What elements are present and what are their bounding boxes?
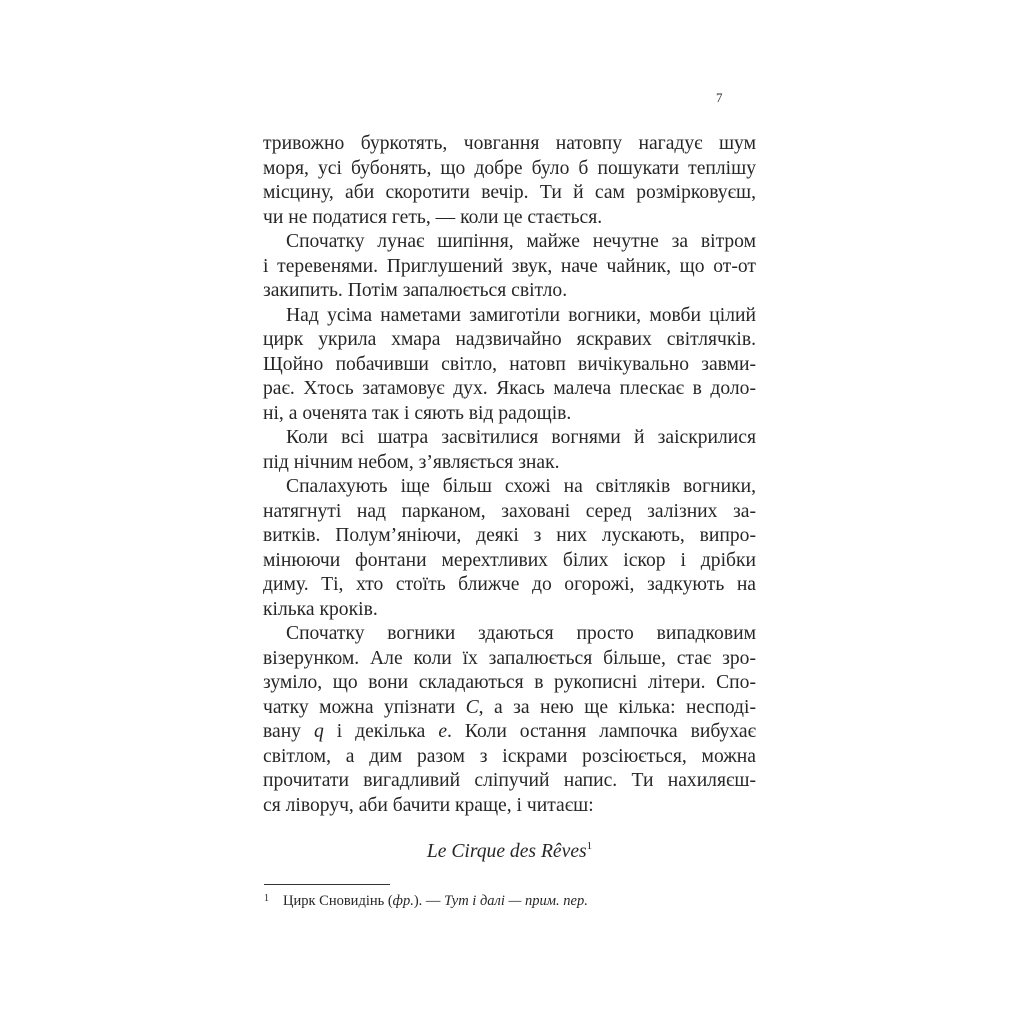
text-line: світлом, а дим разом з іскрами розсіюється, можна [263,745,756,767]
text-line: Спочатку лунає шипіння, майже нечутне за вітром [286,231,756,252]
text-line: прочитати вигадливий сліпучий напис. Ти нахиляєш- [263,770,756,791]
text-line: диму. Ті, хто стоїть ближче до огорожі, задкують на [263,574,756,595]
sign-title [263,840,756,863]
page-number: 7 [716,90,723,105]
text-line: Щойно побачивши світло, натовп вичікувально завми- [263,353,756,375]
text-line: закипить. Потім запалюється світло. [263,280,568,301]
text-line: чатку можна упізнати C, а за нею ще кілька: несподі- [263,696,756,718]
text-line: мінюючи фонтани мерехтливих білих іскор і дрібки [263,549,756,571]
text-line: зуміло, що вони складаються в рукописні літери. Спо- [263,672,756,693]
footnote-text-2: ). — [413,893,445,909]
footnote-italic-lang: фр. [392,893,414,909]
text-line: вану q і декілька e. Коли остання лампочка вибухає [263,721,756,742]
text-line: витків. Полум’яніючи, деякі з них лускають, випро- [263,525,756,546]
footnote-mark: 1 [264,893,269,904]
footnote-reference[interactable]: 1 [586,840,593,852]
text-line: тривожно буркотять, човгання натовпу нагадує шум [263,133,756,154]
text-line: моря, усі бубонять, що добре було б пошукати теплішу [263,157,756,179]
text-line: цирк укрила хмара надзвичайно яскравих світлячків. [263,329,756,350]
text-line: рає. Хтось затамовує дух. Якась малеча плескає в доло- [263,378,756,399]
footnote-text: Цирк Сновидінь ( [283,893,393,909]
text-line: Коли всі шатра засвітилися вогнями й заіскрилися [286,427,756,448]
text-line: Спочатку вогники здаються просто випадковим [286,623,756,644]
text-line: чи не податися геть, — коли це стається. [263,206,603,228]
footnote-italic-note: Тут і далі — прим. пер. [444,893,588,909]
text-line: натягнуті над парканом, заховані серед залізних за- [263,500,756,522]
text-line: ні, а оченята так і сяють від радощів. [263,402,572,424]
text-line: ся ліворуч, аби бачити краще, і читаєш: [263,794,594,816]
body-text [263,132,756,818]
text-line: Над усіма наметами замиготіли вогники, мовби цілий [286,304,756,326]
sign-title-text: Le Cirque des Rêves [426,841,587,862]
text-line: кілька кроків. [263,598,378,620]
text-line: Спалахують іще більш схожі на світляків вогники, [286,476,756,497]
footnote [264,893,588,910]
text-line: візерунком. Але коли їх запалюється більше, стає зро- [263,647,756,669]
footnote-divider [264,884,390,885]
text-line: місцину, аби скоротити вечір. Ти й сам розмірковуєш, [263,182,756,203]
text-line: і теревенями. Приглушений звук, наче чайник, що от-от [263,255,756,277]
text-line: під нічним небом, з’являється знак. [263,451,560,473]
